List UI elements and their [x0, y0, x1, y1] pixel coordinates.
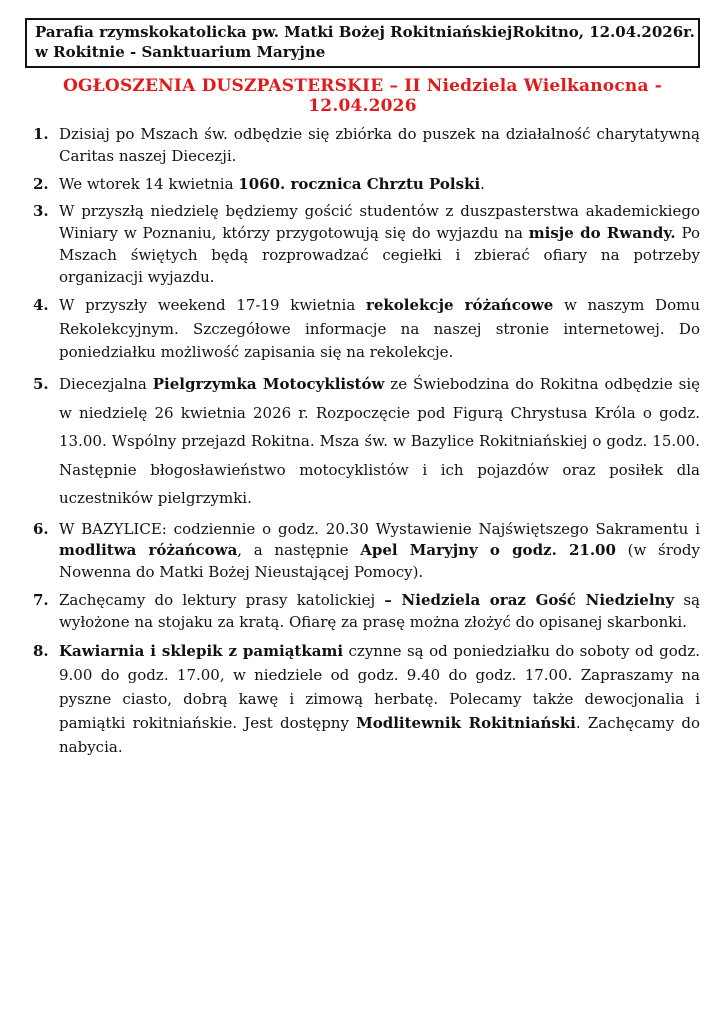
- announcement-item-2: [25, 174, 700, 196]
- item-number: 3.: [33, 202, 49, 221]
- item-text: W przyszłą niedzielę będziemy gościć studentów z duszpasterstwa akademickiego Winiary w Poznaniu, którzy przygotowują się do wyjazdu na misje do Rwandy. Po Mszach świętych będą rozprowadzać cegiełki i zbierać ofiary na potrzeby organizacji wyjazdu.: [59, 202, 700, 286]
- announcement-item-3: [25, 201, 700, 288]
- item-text: Kawiarnia i sklepik z pamiątkami czynne są od poniedziałku do soboty od godz. 9.00 do godz. 17.00, w niedziele od godz. 9.40 do godz. 17.00. Zapraszamy na pyszne ciasto, dobrą kawę i zimową herbatę. Polecamy także dewocjonalia i pamiątki rokitniańskie. Jest dostępny Modlitewnik Rokitniański. Zachęcamy do nabycia.: [59, 642, 700, 757]
- item-text: W przyszły weekend 17-19 kwietnia rekolekcje różańcowe w naszym Domu Rekolekcyjnym. Szczegółowe informacje na naszej stronie internetowej. Do poniedziałku możliwość zapisania się na rekolekcje.: [59, 296, 700, 361]
- place-date: Rokitno, 12.04.2026r.: [512, 23, 695, 41]
- item-number: 7.: [33, 590, 49, 609]
- item-number: 6.: [33, 519, 49, 538]
- item-number: 5.: [33, 375, 49, 393]
- announcement-item-5: [25, 370, 700, 513]
- parish-name-block: [35, 23, 512, 62]
- item-text: W BAZYLICE: codziennie o godz. 20.30 Wystawienie Najświętszego Sakramentu i modlitwa różańcowa, a następnie Apel Maryjny o godz. 21.00 (w środy Nowenna do Matki Bożej Nieustającej Pomocy).: [59, 519, 700, 581]
- item-text: Dzisiaj po Mszach św. odbędzie się zbiórka do puszek na działalność charytatywną Caritas naszej Diecezji.: [59, 125, 700, 165]
- item-text: Zachęcamy do lektury prasy katolickiej – Niedziela oraz Gość Niedzielny są wyłożone na stojaku za kratą. Ofiarę za prasę można złożyć do opisanej skarbonki.: [59, 590, 700, 631]
- item-number: 2.: [33, 174, 49, 193]
- page-title: OGŁOSZENIA DUSZPASTERSKIE – II Niedziela Wielkanocna - 12.04.2026: [62, 76, 663, 116]
- item-number: 4.: [33, 296, 49, 315]
- parish-name-line1: Parafia rzymskokatolicka pw. Matki Bożej Rokitniańskiej: [35, 23, 513, 41]
- announcement-item-7: [25, 590, 700, 634]
- announcement-item-6: [25, 519, 700, 584]
- item-text: We wtorek 14 kwietnia 1060. rocznica Chrztu Polski.: [59, 174, 485, 193]
- item-text: Diecezjalna Pielgrzymka Motocyklistów ze Świebodzina do Rokitna odbędzie się w niedzielę 26 kwietnia 2026 r. Rozpoczęcie pod Figurą Chrystusa Króla o godz. 13.00. Wspólny przejazd Rokitna. Msza św. w Bazylice Rokitniańskiej o godz. 15.00. Następnie błogosławieństwo motocyklistów i ich pojazdów oraz posiłek dla uczestników pielgrzymki.: [59, 375, 700, 507]
- announcement-item-4: [25, 294, 700, 364]
- announcements-list: [25, 124, 700, 759]
- parish-name-line2: w Rokitnie - Sanktuarium Maryjne: [35, 42, 326, 61]
- header-box: [25, 18, 700, 68]
- announcement-item-1: [25, 124, 700, 168]
- announcement-item-8: [25, 639, 700, 759]
- item-number: 8.: [33, 642, 49, 661]
- item-number: 1.: [33, 125, 49, 143]
